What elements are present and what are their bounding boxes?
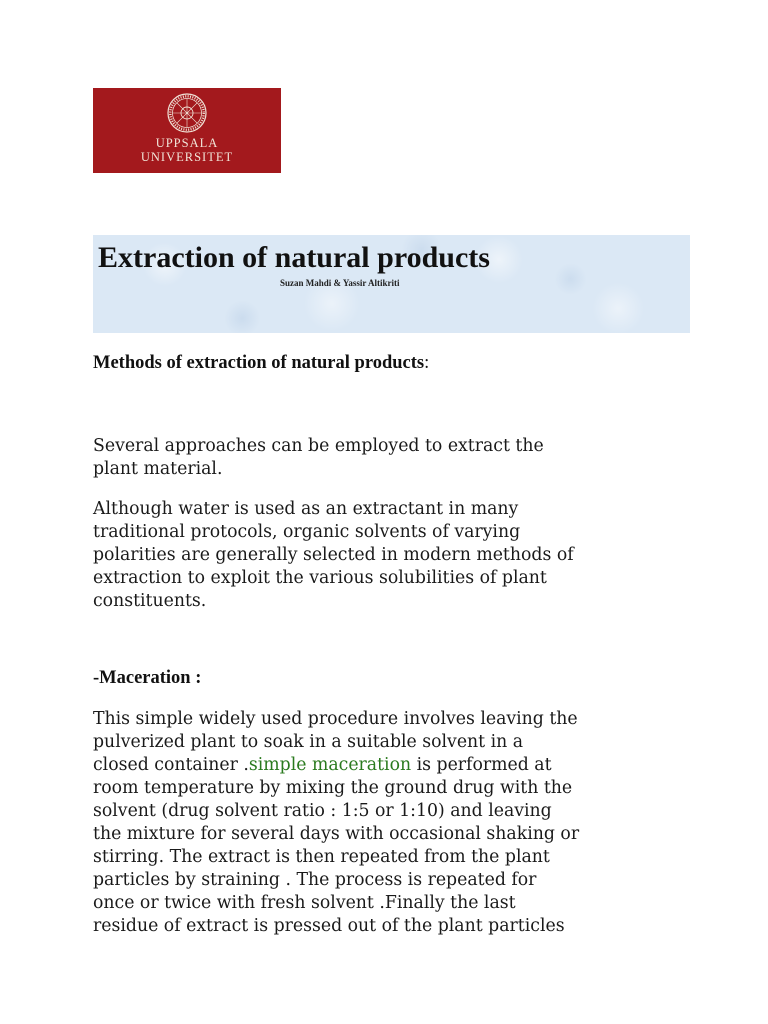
text-line: residue of extract is pressed out of the plant particles xyxy=(93,916,565,936)
simple-maceration-link[interactable]: simple maceration xyxy=(248,755,412,775)
title-banner xyxy=(93,235,690,333)
text-line: once or twice with fresh solvent .Finally the last xyxy=(93,893,516,913)
text-line: This simple widely used procedure involves leaving the xyxy=(93,709,578,729)
section-heading-colon: : xyxy=(424,353,430,373)
text-line: stirring. The extract is then repeated from the plant xyxy=(93,847,550,867)
document-title: Extraction of natural products xyxy=(98,241,490,274)
text-line: the mixture for several days with occasional shaking or xyxy=(93,824,580,844)
text-line: particles by straining . The process is repeated for xyxy=(93,870,537,890)
text-line xyxy=(93,754,693,777)
seal-icon xyxy=(93,88,281,138)
section-heading-methods xyxy=(93,353,429,374)
logo-line-universitet: UNIVERSITET xyxy=(140,150,234,164)
text-line: traditional protocols, organic solvents of varying xyxy=(93,522,521,542)
logo-line-uppsala: UPPSALA xyxy=(155,136,219,150)
text-line: pulverized plant to soak in a suitable solvent in a xyxy=(93,732,524,752)
text-segment: closed container . xyxy=(93,755,249,775)
section-heading-text: Methods of extraction of natural products xyxy=(93,353,425,373)
section-heading-maceration: -Maceration : xyxy=(93,668,202,688)
text-line: polarities are generally selected in modern methods of xyxy=(93,545,574,565)
paragraph-solvents xyxy=(93,498,693,613)
text-line: room temperature by mixing the ground drug with the xyxy=(93,778,573,798)
text-line: constituents. xyxy=(93,591,207,611)
text-line: Although water is used as an extractant in many xyxy=(93,499,519,519)
text-line: plant material. xyxy=(93,459,223,479)
paragraph-approaches xyxy=(93,435,693,481)
document-authors: Suzan Mahdi & Yassir Altikriti xyxy=(280,278,400,288)
text-segment: is performed at xyxy=(411,755,552,775)
paragraph-maceration xyxy=(93,708,693,938)
text-line: extraction to exploit the various solubilities of plant xyxy=(93,568,547,588)
text-line: Several approaches can be employed to extract the xyxy=(93,436,544,456)
uppsala-logo xyxy=(93,88,281,173)
text-line: solvent (drug solvent ratio : 1:5 or 1:10) and leaving xyxy=(93,801,552,821)
